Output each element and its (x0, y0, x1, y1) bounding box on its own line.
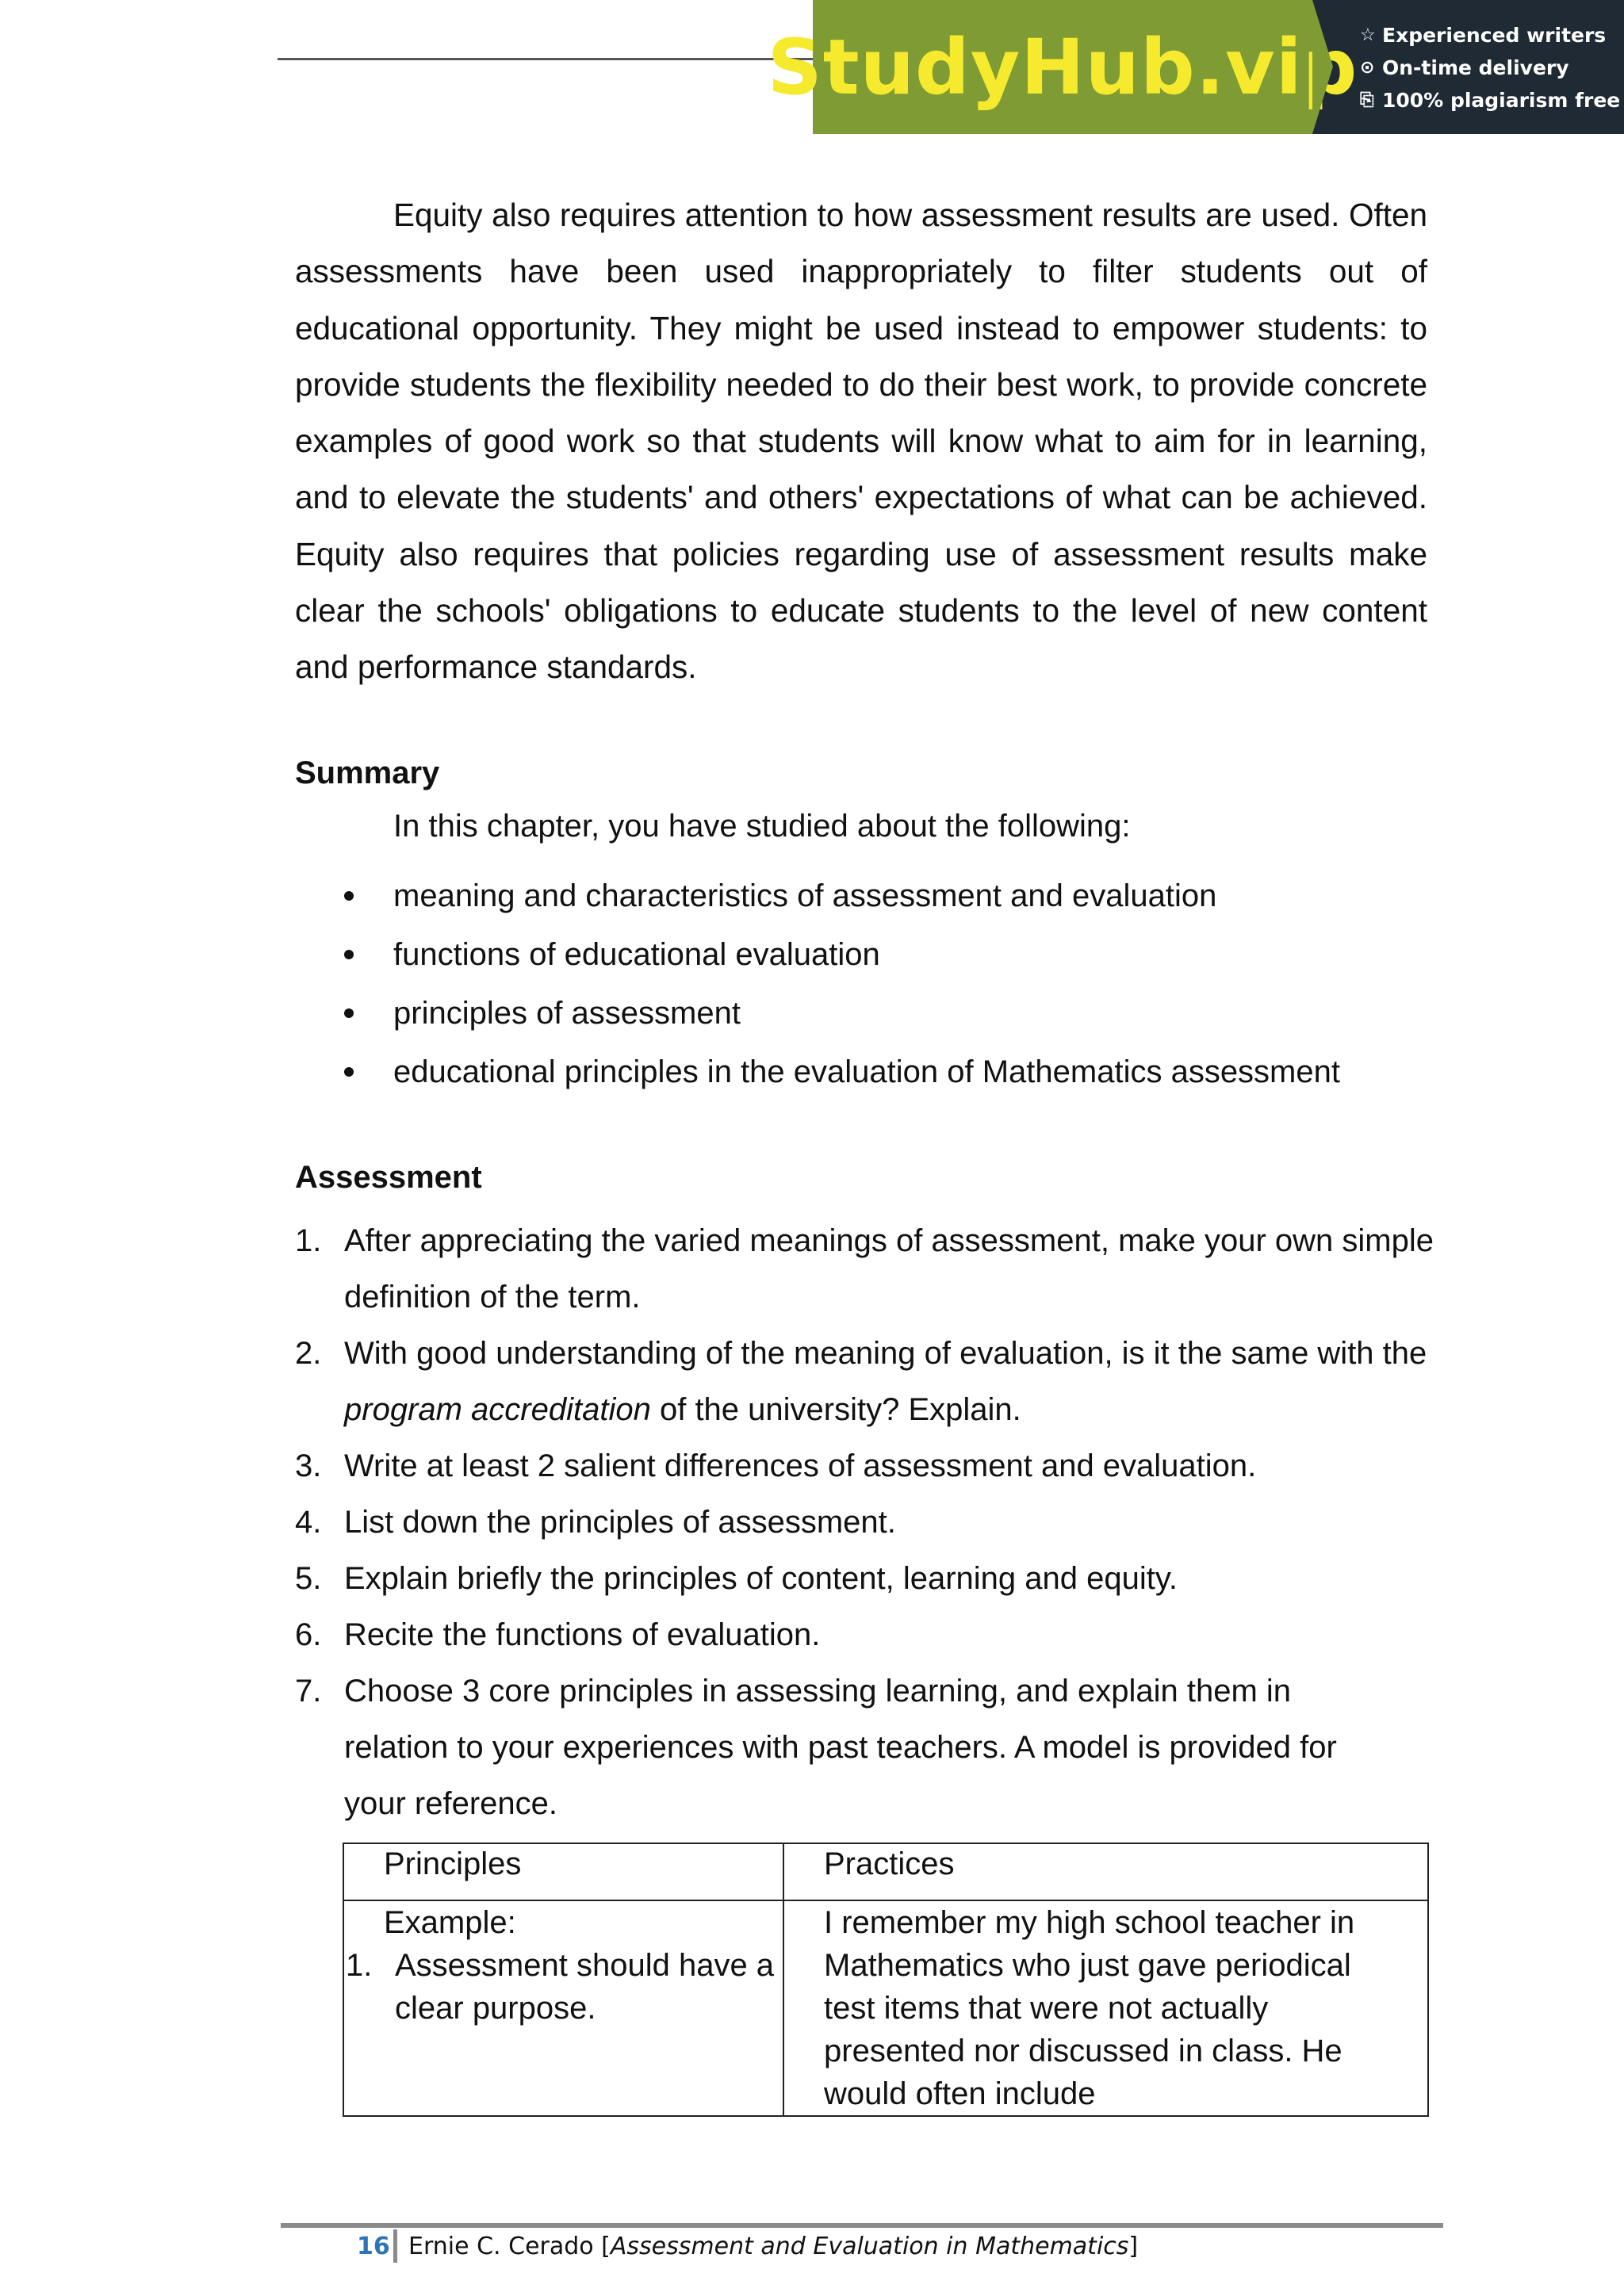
example-principle: Assessment should have a clear purpose. (395, 1948, 775, 2026)
page-number: 16 (357, 2232, 390, 2260)
feature-label: On-time delivery (1382, 56, 1569, 79)
banner-logo[interactable] (767, 0, 1358, 134)
assessment-heading: Assessment (295, 1160, 482, 1195)
question-number: 3. (295, 1448, 322, 1483)
feature-label: Experienced writers (1382, 24, 1607, 47)
example-item (344, 1944, 783, 2030)
page-footer (357, 2229, 1138, 2263)
question-text: With good understanding of the meaning of evaluation, is it the same with the program accreditation of the university? Explain. (344, 1336, 1427, 1427)
table-header-row (343, 1843, 1428, 1900)
question-item (295, 1663, 1437, 1832)
list-item-text: educational principles in the evaluation of Mathematics assessment (393, 1054, 1340, 1089)
table-row (343, 1900, 1428, 2116)
banner-arrow (1312, 0, 1333, 134)
footer-close: ] (1128, 2232, 1139, 2260)
question-item (295, 1494, 1437, 1551)
question-number: 5. (295, 1561, 322, 1596)
footer-author: Ernie C. Cerado [ (408, 2232, 611, 2260)
question-number: 6. (295, 1617, 322, 1652)
equity-paragraph (295, 187, 1427, 696)
question-text: Recite the functions of evaluation. (344, 1617, 821, 1652)
banner-features (1312, 0, 1624, 134)
model-table (343, 1843, 1429, 2117)
feature-label: 100% plagiarism free (1382, 89, 1621, 112)
example-label: Example: (384, 1905, 516, 1940)
example-number: 1. (346, 1948, 373, 1983)
feature-experienced-writers (1360, 19, 1624, 52)
table-header-principles: Principles (343, 1843, 783, 1900)
question-item (295, 1438, 1437, 1494)
list-item-text: principles of assessment (393, 996, 741, 1031)
summary-list (295, 867, 1340, 1101)
table-header-practices: Practices (783, 1843, 1428, 1900)
feature-plagiarism-free (1360, 84, 1624, 117)
footer-book-title: Assessment and Evaluation in Mathematics (610, 2232, 1129, 2260)
header-rule (278, 58, 817, 60)
emphasis-text: program accreditation (344, 1392, 651, 1427)
list-item (295, 867, 1340, 925)
question-number: 1. (295, 1223, 322, 1258)
list-item (295, 984, 1340, 1043)
paragraph-text: Equity also requires attention to how assessment results are used. Often assessments have been used inappropriately to filter students out of educational opportunity. They might be used instead to empower students: to provide students the flexibility needed to do their best work, to provide concrete examples of good work so that students will know what to aim for in learning, and to elevate the students' and others' expectations of what can be achieved. Equity also requires that policies regarding use of assessment results make clear the schools' obligations to educate students to the level of new content and performance standards. (295, 197, 1427, 686)
copy-icon: ⎘ (1360, 90, 1374, 110)
list-item (295, 925, 1340, 984)
summary-intro: In this chapter, you have studied about the following: (393, 809, 1131, 844)
question-item (295, 1607, 1437, 1663)
question-text: Write at least 2 salient differences of assessment and evaluation. (344, 1448, 1257, 1483)
question-text: List down the principles of assessment. (344, 1505, 896, 1540)
bullet-icon (344, 891, 354, 901)
question-text: Explain briefly the principles of content, learning and equity. (344, 1561, 1178, 1596)
list-item-text: meaning and characteristics of assessment and evaluation (393, 878, 1217, 913)
question-item (295, 1213, 1437, 1326)
banner-logo-text: StudyHub.vip (767, 22, 1358, 112)
practice-cell: I remember my high school teacher in Mathematics who just gave periodical test items that were not actually presented nor discussed in class. He would often include (783, 1900, 1428, 2116)
bullet-icon (344, 950, 354, 959)
question-item (295, 1326, 1437, 1438)
assessment-questions (295, 1213, 1437, 1832)
bullet-icon (344, 1008, 354, 1018)
footer-divider (393, 2229, 397, 2263)
studyhub-banner[interactable] (767, 0, 1624, 134)
summary-heading: Summary (295, 756, 440, 790)
question-number: 4. (295, 1505, 322, 1540)
bullet-icon (344, 1067, 354, 1077)
star-icon: ☆ (1360, 25, 1376, 45)
question-text: Choose 3 core principles in assessing learning, and explain them in relation to your experiences with past teachers. A model is provided for your reference. (344, 1674, 1337, 1821)
question-text: After appreciating the varied meanings of assessment, make your own simple definition of the term. (344, 1223, 1434, 1314)
clock-icon: ⊙ (1360, 58, 1375, 78)
principle-cell (343, 1900, 783, 2116)
feature-on-time-delivery (1360, 52, 1624, 84)
list-item-text: functions of educational evaluation (393, 937, 880, 972)
list-item (295, 1043, 1340, 1101)
question-item (295, 1551, 1437, 1607)
question-number: 2. (295, 1336, 322, 1371)
footer-rule (281, 2223, 1443, 2228)
question-number: 7. (295, 1674, 322, 1709)
